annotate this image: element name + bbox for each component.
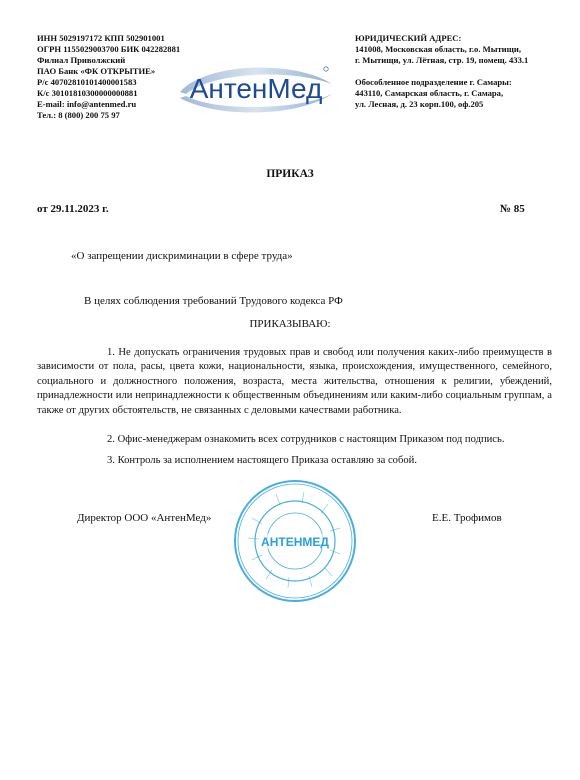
phone-line: Тел.: 8 (800) 200 75 97	[37, 110, 120, 120]
order-topic: «О запрещении дискриминации в сфере труда»	[71, 250, 293, 262]
company-logo	[176, 58, 336, 120]
requisite-line: ПАО Банк «ФК ОТКРЫТИЕ»	[37, 66, 156, 76]
company-requisites	[37, 33, 180, 121]
order-date: от 29.11.2023 г.	[37, 203, 109, 215]
order-item-1: 1. Не допускать ограничения трудовых прав и свобод или получения каких-либо преимуществ в зависимости от пола, расы, цвета кожи, национальности, языка, происхождения, имущественного, семейного, социального и должностного положения, возраста, места жительства, отношения к религии, убеждений, принадлежности или непринадлежности к общественным объединениям или каким-либо социальным группам, а также от других обстоятельств, не связанных с деловыми качествами работника.	[37, 347, 552, 416]
branch-line: 443110, Самарская область, г. Самара,	[355, 88, 504, 98]
signer-name: Е.Е. Трофимов	[432, 512, 502, 524]
stamp-center-text: АНТЕНМЕД	[261, 535, 329, 549]
order-item-3: 3. Контроль за исполнением настоящего Приказа оставляю за собой.	[107, 455, 417, 466]
email-line: E-mail: info@antenmed.ru	[37, 99, 137, 109]
order-intro: В целях соблюдения требований Трудового кодекса РФ	[84, 295, 343, 307]
logo-text: АнтенМед	[189, 73, 323, 104]
registered-mark-icon	[324, 67, 328, 71]
address-line: г. Мытищи, ул. Лётная, стр. 19, помещ. 433.1	[355, 55, 529, 65]
requisite-line: Р/с 40702810101400001583	[37, 77, 137, 87]
order-word: ПРИКАЗЫВАЮ:	[249, 318, 331, 330]
company-stamp	[232, 478, 358, 604]
order-number: № 85	[500, 203, 525, 215]
address-heading: ЮРИДИЧЕСКИЙ АДРЕС:	[355, 33, 462, 43]
requisite-line: ИНН 5029197172 КПП 502901001	[37, 33, 165, 43]
signature-position: Директор ООО «АнтенМед»	[77, 512, 212, 524]
address-spacer	[355, 66, 528, 77]
order-item-2: 2. Офис-менеджерам ознакомить всех сотрудников с настоящим Приказом под подпись.	[107, 434, 505, 445]
legal-address	[355, 33, 528, 110]
requisite-line: ОГРН 1155029003700 БИК 042282881	[37, 44, 181, 54]
branch-heading: Обособленное подразделение г. Самары:	[355, 77, 512, 87]
branch-line: ул. Лесная, д. 23 корп.100, оф.205	[355, 99, 484, 109]
requisite-line: Филиал Приволжский	[37, 55, 126, 65]
address-line: 141008, Московская область, г.о. Мытищи,	[355, 44, 521, 54]
requisite-line: К/с 30101810300000000881	[37, 88, 138, 98]
document-title: ПРИКАЗ	[266, 168, 314, 180]
